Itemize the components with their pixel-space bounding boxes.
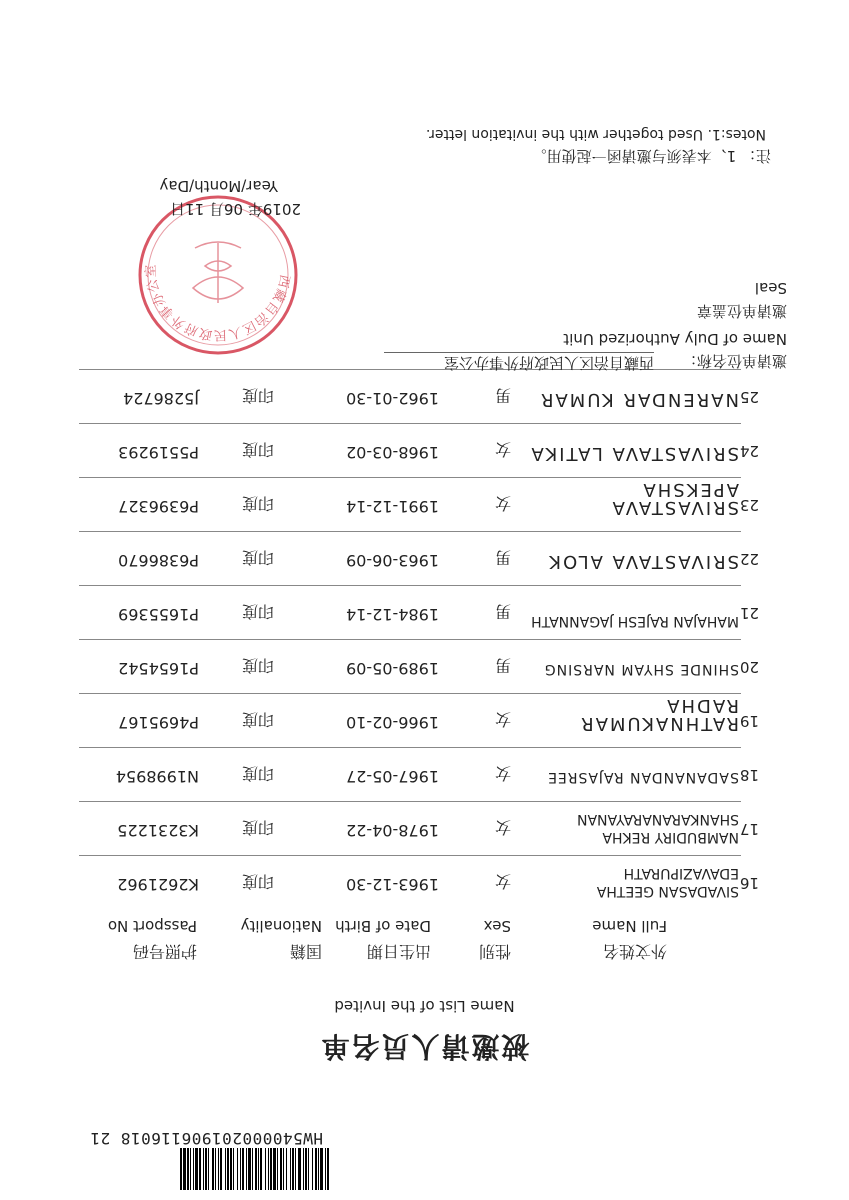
- header-passport: [108, 917, 197, 964]
- barcode-bar: [199, 1148, 201, 1190]
- row-nationality: 印度: [241, 872, 274, 891]
- barcode-bar: [180, 1148, 182, 1190]
- barcode-bar: [312, 1148, 313, 1190]
- row-name: SHINDE SHYAM NARSING: [543, 661, 739, 677]
- barcode-bar: [203, 1148, 204, 1190]
- barcode-bar: [303, 1148, 304, 1190]
- header-dob: [335, 917, 431, 964]
- barcode-bar: [190, 1148, 191, 1190]
- row-name: NAMBUDIRY REKHA SHANKARANARAYANAN: [577, 811, 739, 845]
- barcode-bar: [325, 1148, 326, 1190]
- barcode-bar: [252, 1148, 253, 1190]
- barcode: [74, 1148, 329, 1190]
- sign-date-label: Year/Month/Day: [159, 177, 278, 195]
- header-sex: [479, 917, 511, 964]
- barcode-bar: [220, 1148, 222, 1190]
- header-passport-cn: 护照号码: [132, 942, 197, 961]
- header-nationality: [241, 917, 322, 964]
- barcode-bar: [327, 1148, 329, 1190]
- row-divider: [79, 585, 741, 586]
- barcode-bar: [205, 1148, 207, 1190]
- table-row: [79, 690, 759, 744]
- barcode-bar: [280, 1148, 282, 1190]
- row-passport: N1998954: [115, 767, 199, 786]
- row-number: 22: [739, 550, 759, 568]
- table-row: [79, 744, 759, 798]
- row-sex: 男: [494, 548, 511, 567]
- barcode-bar: [298, 1148, 301, 1190]
- page-title: 被邀请人员名单: [319, 1030, 530, 1063]
- header-nationality-en: Nationality: [240, 917, 322, 935]
- barcode-bar: [227, 1148, 229, 1190]
- row-sex: 女: [494, 494, 511, 513]
- seal-label: 邀请单位盖章: [696, 302, 787, 320]
- inviting-unit-label: 邀请单位名称：: [681, 352, 787, 370]
- row-name: NARENDAR KUMAR: [538, 389, 739, 410]
- row-passport: J5286724: [123, 389, 199, 408]
- barcode-bar: [183, 1148, 186, 1190]
- header-name-en: Full Name: [592, 917, 667, 935]
- row-nationality: 印度: [241, 494, 274, 513]
- barcode-bar: [283, 1148, 284, 1190]
- row-name: SRIVASTAVA LATIKA: [529, 443, 739, 464]
- barcode-bar: [320, 1148, 323, 1190]
- row-number: 21: [739, 604, 759, 622]
- barcode-bar: [273, 1148, 276, 1190]
- row-divider: [79, 423, 741, 424]
- barcode-bar: [187, 1148, 189, 1190]
- header-passport-en: Passport No: [107, 917, 197, 935]
- row-dob: 1966-02-10: [346, 713, 439, 732]
- row-name: MAHAJAN RAJESH JAGANNATH: [531, 613, 739, 629]
- barcode-bar: [277, 1148, 278, 1190]
- barcode-bar: [305, 1148, 307, 1190]
- row-divider: [79, 801, 741, 802]
- row-divider: [79, 639, 741, 640]
- row-name: SRIVASTAVA ALOK: [547, 551, 739, 572]
- row-nationality: 印度: [241, 440, 274, 459]
- table-row: [79, 798, 759, 852]
- barcode-bar: [230, 1148, 232, 1190]
- inviting-unit-name: 西藏自治区人民政府外事办公室: [384, 352, 654, 374]
- table-row: [79, 582, 759, 636]
- row-passport: K2621962: [117, 875, 199, 894]
- barcode-bar: [242, 1148, 244, 1190]
- row-nationality: 印度: [241, 764, 274, 783]
- seal-label-en: Seal: [754, 279, 787, 297]
- row-dob: 1963-06-09: [346, 551, 439, 570]
- notes-cn: 注： 1、本表须与邀请函一起使用。: [531, 147, 771, 165]
- header-sex-cn: 性别: [478, 942, 511, 961]
- row-dob: 1978-04-22: [346, 821, 439, 840]
- row-dob: 1968-03-02: [346, 443, 439, 462]
- barcode-bar: [240, 1148, 241, 1190]
- header-sex-en: Sex: [483, 917, 511, 935]
- row-sex: 女: [494, 764, 511, 783]
- header-name-cn: 外文姓名: [602, 942, 667, 961]
- barcode-bar: [225, 1148, 226, 1190]
- barcode-bar: [212, 1148, 214, 1190]
- row-sex: 男: [494, 656, 511, 675]
- barcode-bar: [318, 1148, 319, 1190]
- row-passport: P1655369: [118, 605, 199, 624]
- row-nationality: 印度: [241, 386, 274, 405]
- row-name: RATHNAKUMAR RADHA: [579, 695, 739, 734]
- row-nationality: 印度: [241, 710, 274, 729]
- barcode-bar: [215, 1148, 216, 1190]
- barcode-bar: [265, 1148, 266, 1190]
- row-passport: P5519293: [118, 443, 199, 462]
- row-sex: 男: [494, 602, 511, 621]
- table-row: [79, 528, 759, 582]
- row-dob: 1967-05-27: [346, 767, 439, 786]
- barcode-bar: [268, 1148, 269, 1190]
- row-divider: [79, 693, 741, 694]
- row-dob: 1991-12-14: [346, 497, 439, 516]
- row-dob: 1989-05-09: [346, 659, 439, 678]
- table-row: [79, 852, 759, 906]
- barcode-bar: [248, 1148, 251, 1190]
- row-sex: 女: [494, 710, 511, 729]
- inviting-unit-label-en: Name of Duly Authorized Unit: [563, 330, 787, 348]
- row-dob: 1963-12-30: [346, 875, 439, 894]
- row-nationality: 印度: [241, 818, 274, 837]
- row-sex: 男: [494, 386, 511, 405]
- header-dob-cn: 出生日期: [366, 942, 431, 961]
- row-number: 17: [739, 820, 759, 838]
- notes-en: Notes:1. Used together with the invitation letter.: [425, 126, 766, 142]
- table-row: [79, 474, 759, 528]
- row-divider: [79, 855, 741, 856]
- seal-text: 西藏自治区人民政府外事办公室: [143, 263, 292, 343]
- header-dob-en: Date of Birth: [335, 917, 431, 935]
- barcode-number: HW540000201906116018 21: [89, 1129, 323, 1148]
- row-passport: P6386670: [118, 551, 199, 570]
- row-number: 25: [739, 388, 759, 406]
- barcode-bar: [290, 1148, 291, 1190]
- row-passport: P1654542: [118, 659, 199, 678]
- row-dob: 1962-01-30: [346, 389, 439, 408]
- row-divider: [79, 531, 741, 532]
- table-row: [79, 636, 759, 690]
- barcode-bar: [292, 1148, 294, 1190]
- barcode-bar: [308, 1148, 309, 1190]
- barcode-bar: [260, 1148, 262, 1190]
- barcode-bar: [258, 1148, 259, 1190]
- barcode-bar: [193, 1148, 194, 1190]
- row-passport: P4695167: [118, 713, 199, 732]
- header-nationality-cn: 国籍: [289, 942, 322, 961]
- row-name: SIVADASAN GEETHA EDAVAZIPURATH: [596, 865, 739, 899]
- row-divider: [79, 477, 741, 478]
- row-name: SRIVASTAVA APEKSHA: [610, 479, 739, 518]
- row-nationality: 印度: [241, 602, 274, 621]
- barcode-bar: [295, 1148, 296, 1190]
- row-nationality: 印度: [241, 656, 274, 675]
- barcode-bar: [237, 1148, 238, 1190]
- barcode-bar: [255, 1148, 257, 1190]
- row-sex: 女: [494, 872, 511, 891]
- table-row: [79, 420, 759, 474]
- barcode-bar: [315, 1148, 317, 1190]
- row-number: 18: [739, 766, 759, 784]
- row-name: SADANANDAN RAJASREE: [547, 769, 739, 785]
- row-number: 24: [739, 442, 759, 460]
- row-number: 19: [739, 712, 759, 730]
- sign-date: 2019年 06月 11日: [170, 200, 301, 218]
- barcode-bar: [270, 1148, 272, 1190]
- page-subtitle: Name List of the Invited: [334, 997, 515, 1015]
- row-passport: P6396327: [118, 497, 199, 516]
- row-sex: 女: [494, 440, 511, 459]
- row-number: 23: [739, 496, 759, 514]
- row-divider: [79, 747, 741, 748]
- row-dob: 1984-12-14: [346, 605, 439, 624]
- barcode-bar: [233, 1148, 234, 1190]
- barcode-bar: [208, 1148, 209, 1190]
- row-sex: 女: [494, 818, 511, 837]
- barcode-bar: [246, 1148, 247, 1190]
- barcode-bar: [195, 1148, 198, 1190]
- header-name: [592, 917, 667, 964]
- row-passport: K3231225: [117, 821, 199, 840]
- row-number: 16: [739, 874, 759, 892]
- barcode-bar: [218, 1148, 219, 1190]
- row-nationality: 印度: [241, 548, 274, 567]
- barcode-bar: [286, 1148, 287, 1190]
- table-row: [79, 366, 759, 420]
- row-number: 20: [739, 658, 759, 676]
